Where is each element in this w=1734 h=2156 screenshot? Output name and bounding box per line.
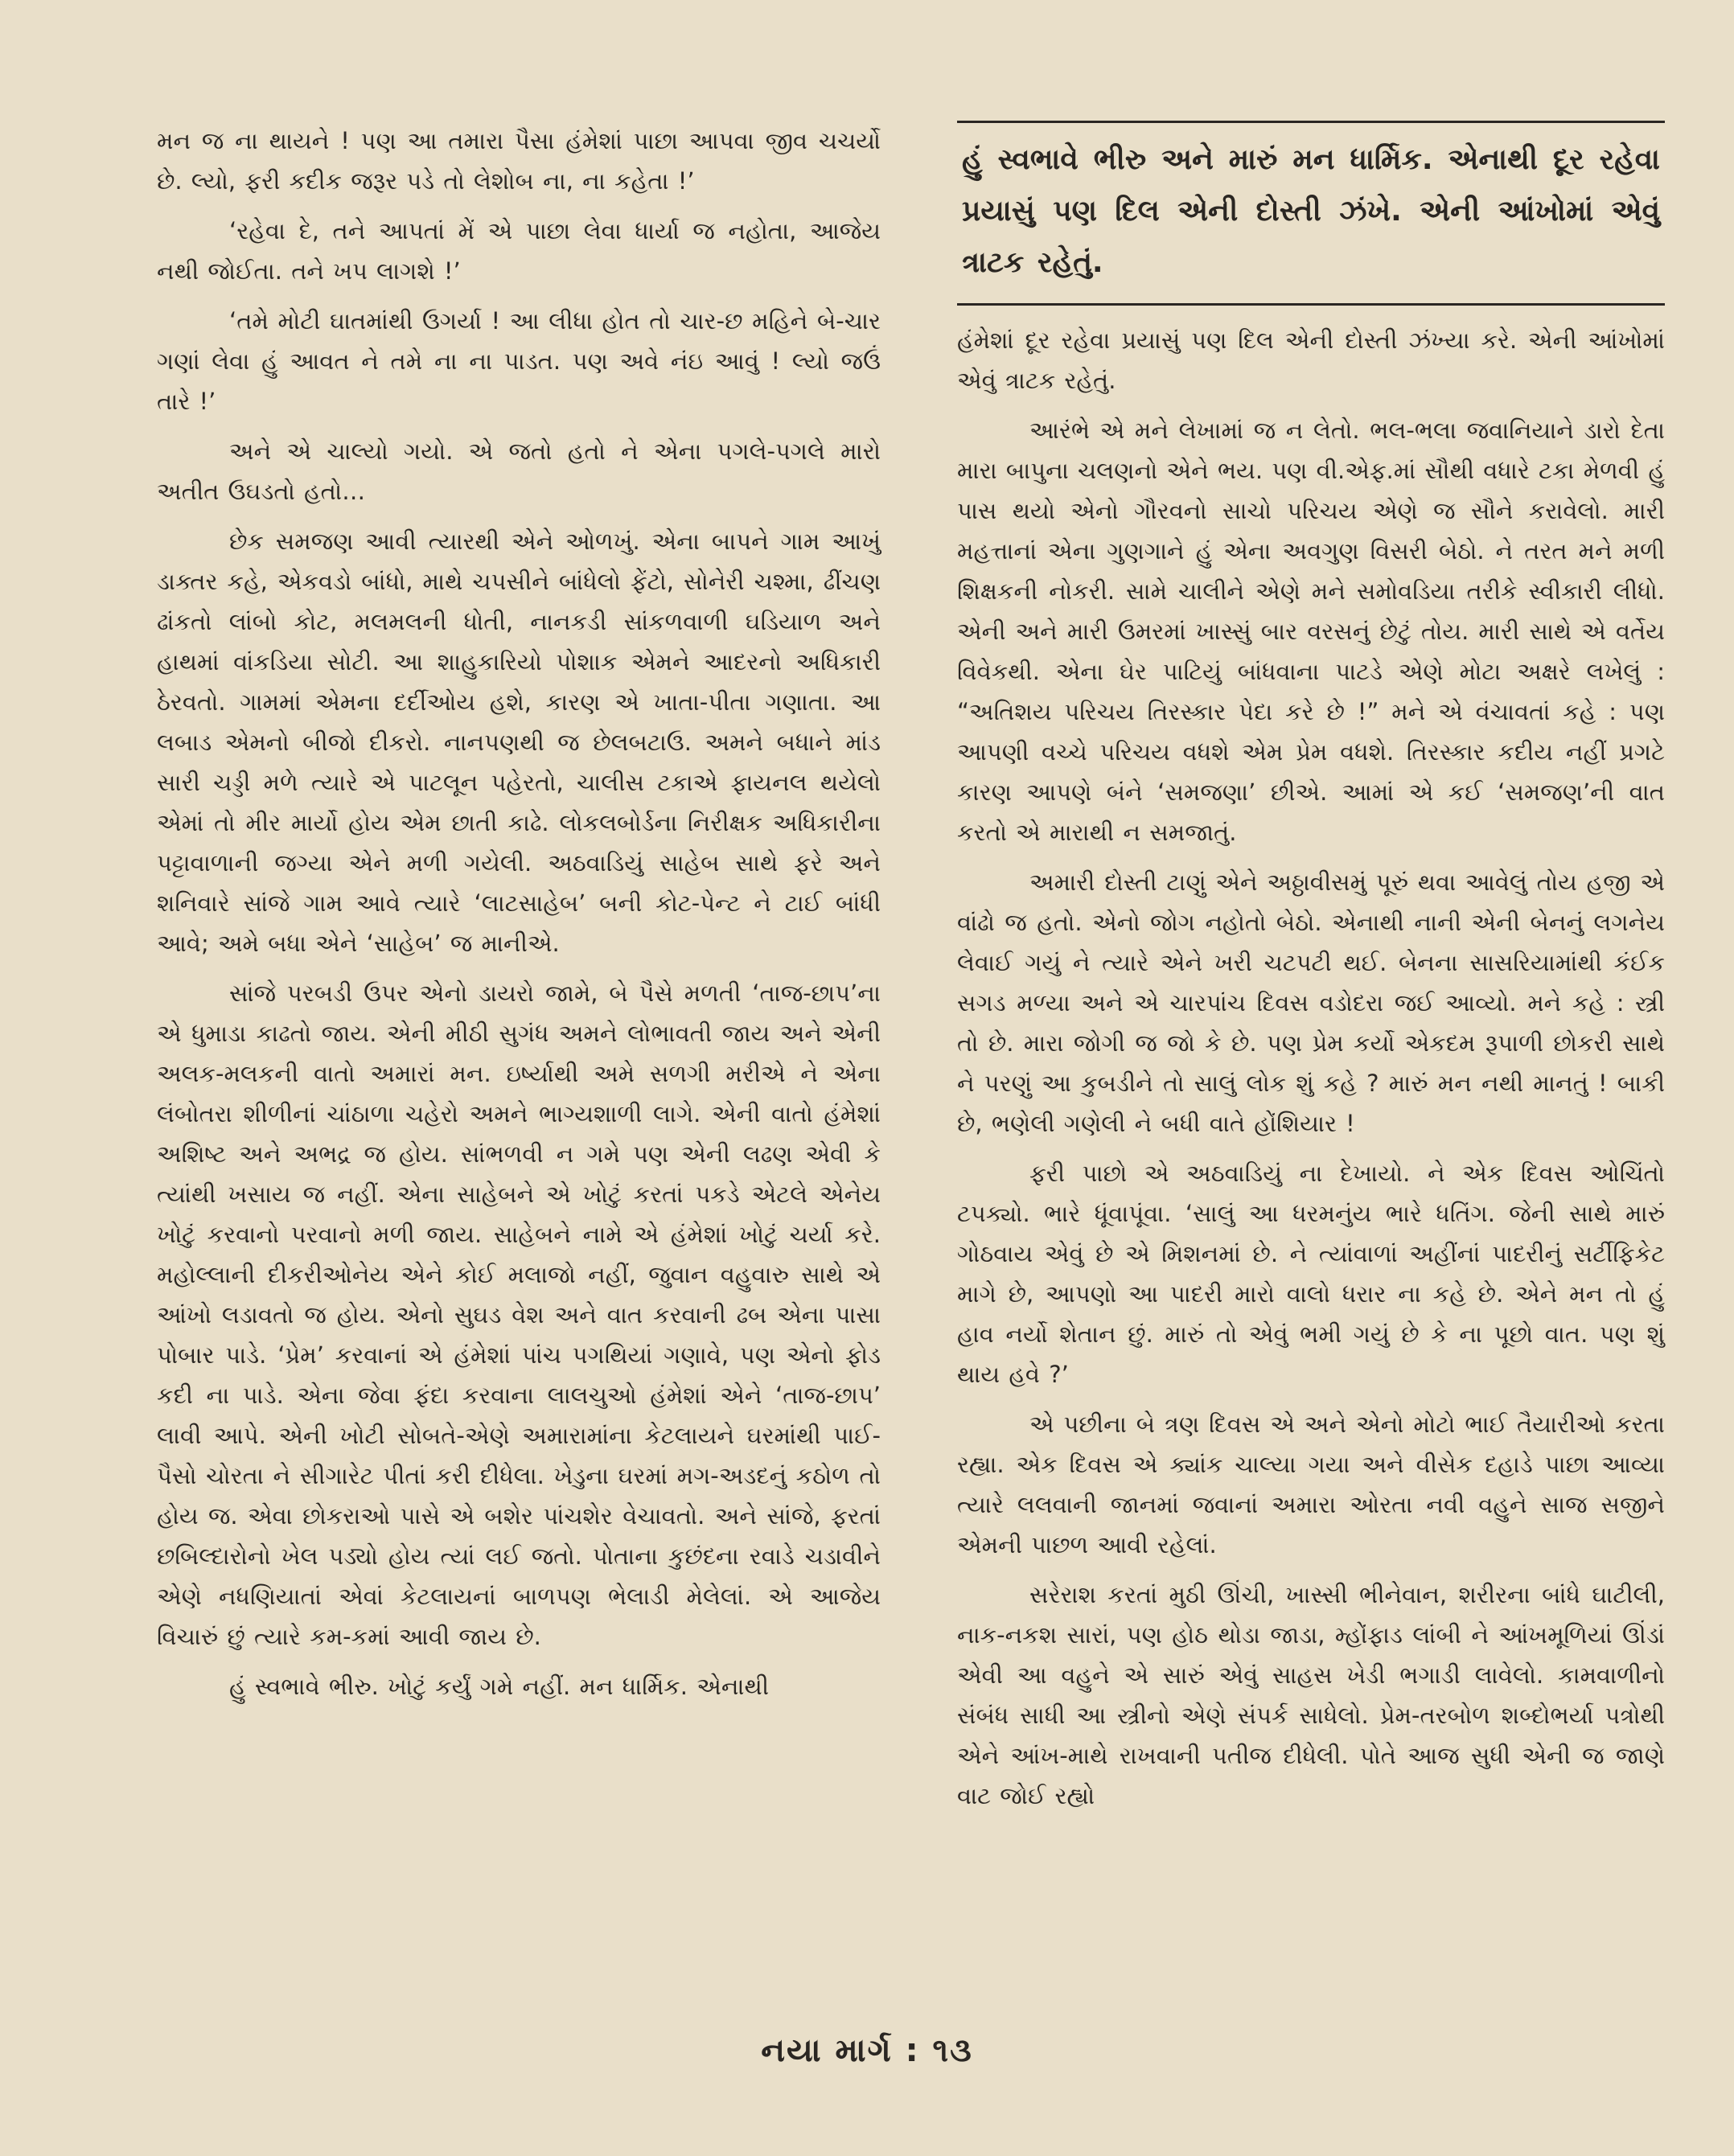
right-column bbox=[957, 121, 1665, 1825]
paragraph: ફરી પાછો એ અઠવાડિયું ના દેખાયો. ને એક દિવસ ઓચિંતો ટપક્યો. ભારે ધૂંવાપૂંવા. ‘સાલું આ ધરમનુંય ભારે ધતિંગ. જેની સાથે મારું ગોઠવાય એવું છે એ મિશનમાં છે. ને ત્યાંવાળાં અહીંનાં પાદરીનું સર્ટીફિકેટ માગે છે, આપણો આ પાદરી મારો વાલો ધરાર ના કહે છે. એને મન તો હું હાવ નર્યો શેતાન છું. મારું તો એવું ભમી ગયું છે કે ના પૂછો વાત. પણ શું થાય હવે ?’ bbox=[957, 1160, 1665, 1388]
paragraph: આરંભે એ મને લેખામાં જ ન લેતો. ભલ-ભલા જવાનિયાને ડારો દેતા મારા બાપુના ચલણનો એને ભય. પણ વી.એફ.માં સૌથી વધારે ટકા મેળવી હું પાસ થયો એનો ગૌરવનો સાચો પરિચય એણે જ સૌને કરાવેલો. મારી મહત્તાનાં એના ગુણગાને હું એના અવગુણ વિસરી બેઠો. ને તરત મને મળી શિક્ષકની નોકરી. સામે ચાલીને એણે મને સમોવડિયા તરીકે સ્વીકારી લીધો. એની અને મારી ઉમરમાં ખાસ્સું બાર વરસનું છેટું તોય. મારી સાથે એ વર્તેય વિવેકથી. એના ઘેર પાટિયું બાંધવાના પાટડે એણે મોટા અક્ષરે લખેલું : “અતિશય પરિચય તિરસ્કાર પેદા કરે છે !” મને એ વંચાવતાં કહે : પણ આપણી વચ્ચે પરિચય વધશે એમ પ્રેમ વધશે. તિરસ્કાર કદીય નહીં પ્રગટે કારણ આપણે બંને ‘સમજણા’ છીએ. આમાં એ કઈ ‘સમજણ’ની વાત કરતો એ મારાથી ન સમજાતું. bbox=[957, 417, 1666, 846]
left-column bbox=[157, 121, 881, 1716]
paragraph: ‘રહેવા દે, તને આપતાં મેં એ પાછા લેવા ધાર્યા જ નહોતા, આજેય નથી જોઈતા. તને ખપ લાગશે !’ bbox=[157, 217, 881, 285]
paragraph: સાંજે પરબડી ઉપર એનો ડાયરો જામે, બે પૈસે મળતી ‘તાજ-છાપ’ના એ ધુમાડા કાઢતો જાય. એની મીઠી સુગંધ અમને લોભાવતી જાય અને એની અલક-મલકની વાતો અમારાં મન. ઇર્ષ્યાથી અમે સળગી મરીએ ને એના લંબોતરા શીળીનાં ચાંઠાળા ચહેરો અમને ભાગ્યશાળી લાગે. એની વાતો હંમેશાં અશિષ્ટ અને અભદ્ર જ હોય. સાંભળવી ન ગમે પણ એની લઢણ એવી કે ત્યાંથી ખસાય જ નહીં. એના સાહેબને એ ખોટું કરતાં પકડે એટલે એનેય ખોટું કરવાનો પરવાનો મળી જાય. સાહેબને નામે એ હંમેશાં ખોટું ચર્યા કરે. મહોલ્લાની દીકરીઓનેય એને કોઈ મલાજો નહીં, જુવાન વહુવારુ સાથે એ આંખો લડાવતો જ હોય. એનો સુઘડ વેશ અને વાત કરવાની ઢબ એના પાસા પોબાર પાડે. ‘પ્રેમ’ કરવાનાં એ હંમેશાં પાંચ પગથિયાં ગણાવે, પણ એનો ફોડ કદી ના પાડે. એના જેવા ફંદા કરવાના લાલચુઓ હંમેશાં એને ‘તાજ-છાપ’ લાવી આપે. એની ખોટી સોબતે-એણે અમારામાંના કેટલાયને ઘરમાંથી પાઈ-પૈસો ચોરતા ને સીગારેટ પીતાં કરી દીધેલા. ખેડુના ઘરમાં મગ-અડદનું કઠોળ તો હોય જ. એવા છોકરાઓ પાસે એ બશેર પાંચશેર વેચાવતો. અને સાંજે, ફરતાં છબિલ્દારોનો ખેલ પડ્યો હોય ત્યાં લઈ જતો. પોતાના કુછંદના રવાડે ચડાવીને એણે નધણિયાતાં એવાં કેટલાયનાં બાળપણ ભેલાડી મેલેલાં. એ આજેય વિચારું છું ત્યારે કમ-કમાં આવી જાય છે. bbox=[157, 979, 881, 1650]
page-footer: નયા માર્ગ : ૧૩ bbox=[761, 2032, 973, 2069]
paragraph: એ પછીના બે ત્રણ દિવસ એ અને એનો મોટો ભાઈ તૈયારીઓ કરતા રહ્યા. એક દિવસ એ ક્યાંક ચાલ્યા ગયા અને વીસેક દહાડે પાછા આવ્યા ત્યારે લલવાની જાનમાં જવાનાં અમારા ઓરતા નવી વહુને સાજ સજીને એમની પાછળ આવી રહેલાં. bbox=[957, 1411, 1665, 1558]
paragraph: મન જ ના થાયને ! પણ આ તમારા પૈસા હંમેશાં પાછા આપવા જીવ ચચર્યો છે. લ્યો, ફરી કદીક જરૂર પડે તો લેશોબ ના, ના કહેતા !’ bbox=[157, 127, 881, 195]
pull-quote-text: હું સ્વભાવે ભીરુ અને મારું મન ધાર્મિક. એનાથી દૂર રહેવા પ્રયાસું પણ દિલ એની દોસ્તી ઝંખે. એની આંખોમાં એવું ત્રાટક રહેતું. bbox=[962, 143, 1660, 279]
paragraph: હું સ્વભાવે ભીરુ. ખોટું કર્યું ગમે નહીં. મન ધાર્મિક. એનાથી bbox=[229, 1673, 770, 1700]
paragraph: અમારી દોસ્તી ટાણું એને અઠ્ઠાવીસમું પૂરું થવા આવેલું તોય હજી એ વાંઢો જ હતો. એનો જોગ નહોતો બેઠો. એનાથી નાની એની બેનનું લગનેય લેવાઈ ગયું ને ત્યારે એને ખરી ચટપટી થઈ. બેનના સાસરિયામાંથી કંઈક સગડ મળ્યા અને એ ચારપાંચ દિવસ વડોદરા જઈ આવ્યો. મને કહે : સ્ત્રી તો છે. મારા જોગી જ જો કે છે. પણ પ્રેમ કર્યો એકદમ રૂપાળી છોકરી સાથે ને પરણું આ કુબડીને તો સાલું લોક શું કહે ? મારું મન નથી માનતું ! બાકી છે, ભણેલી ગણેલી ને બધી વાતે હોંશિયાર ! bbox=[957, 869, 1665, 1137]
paragraph: ‘તમે મોટી ઘાતમાંથી ઉગર્યા ! આ લીધા હોત તો ચાર-છ મહિને બે-ચાર ગણાં લેવા હું આવત ને તમે ના ના પાડત. પણ અવે નંઇ આવું ! લ્યો જઉં તારે !’ bbox=[157, 307, 881, 415]
pull-quote bbox=[957, 121, 1665, 306]
paragraph: સરેરાશ કરતાં મુઠી ઊંચી, ખાસ્સી ભીનેવાન, શરીરના બાંધે ઘાટીલી, નાક-નકશ સારાં, પણ હોઠ થોડા જાડા, મ્હોંફાડ લાંબી ને આંખમૂળિયાં ઊંડાં એવી આ વહુને એ સારું એવું સાહસ ખેડી ભગાડી લાવેલો. કામવાળીનો સંબંધ સાધી આ સ્ત્રીનો એણે સંપર્ક સાધેલો. પ્રેમ-તરબોળ શબ્દોભર્યા પત્રોથી એને આંખ-માથે રાખવાની પતીજ દીધેલી. પોતે આજ સુધી એની જ જાણે વાટ જોઈ રહ્યો bbox=[957, 1581, 1665, 1809]
paragraph: છેક સમજણ આવી ત્યારથી એને ઓળખું. એના બાપને ગામ આખું ડાક્તર કહે, એકવડો બાંધો, માથે ચપસીને બાંધેલો ફેંટો, સોનેરી ચશ્મા, ઢીંચણ ઢાંકતો લાંબો કોટ, મલમલની ધોતી, નાનકડી સાંકળવાળી ઘડિયાળ અને હાથમાં વાંકડિયા સોટી. આ શાહુકારિયો પોશાક એમને આદરનો અધિકારી ઠેરવતો. ગામમાં એમના દર્દીઓય હશે, કારણ એ ખાતા-પીતા ગણાતા. આ લબાડ એમનો બીજો દીકરો. નાનપણથી જ છેલબટાઉ. અમને બધાને માંડ સારી ચડ્ડી મળે ત્યારે એ પાટલૂન પહેરતો, ચાલીસ ટકાએ ફાયનલ થયેલો એમાં તો મીર માર્યો હોય એમ છાતી કાઢે. લોકલબોર્ડના નિરીક્ષક અધિકારીના પટ્ટાવાળાની જગ્યા એને મળી ગયેલી. અઠવાડિયું સાહેબ સાથે ફરે અને શનિવારે સાંજે ગામ આવે ત્યારે ‘લાટસાહેબ’ બની કોટ-પેન્ટ ને ટાઈ બાંધી આવે; અમે બધા એને ‘સાહેબ’ જ માનીએ. bbox=[157, 528, 881, 957]
paragraph: હંમેશાં દૂર રહેવા પ્રયાસું પણ દિલ એની દોસ્તી ઝંખ્યા કરે. એની આંખોમાં એવું ત્રાટક રહેતું. bbox=[957, 326, 1665, 394]
paragraph: અને એ ચાલ્યો ગયો. એ જતો હતો ને એના પગલે-પગલે મારો અતીત ઉઘડતો હતો… bbox=[157, 437, 881, 505]
